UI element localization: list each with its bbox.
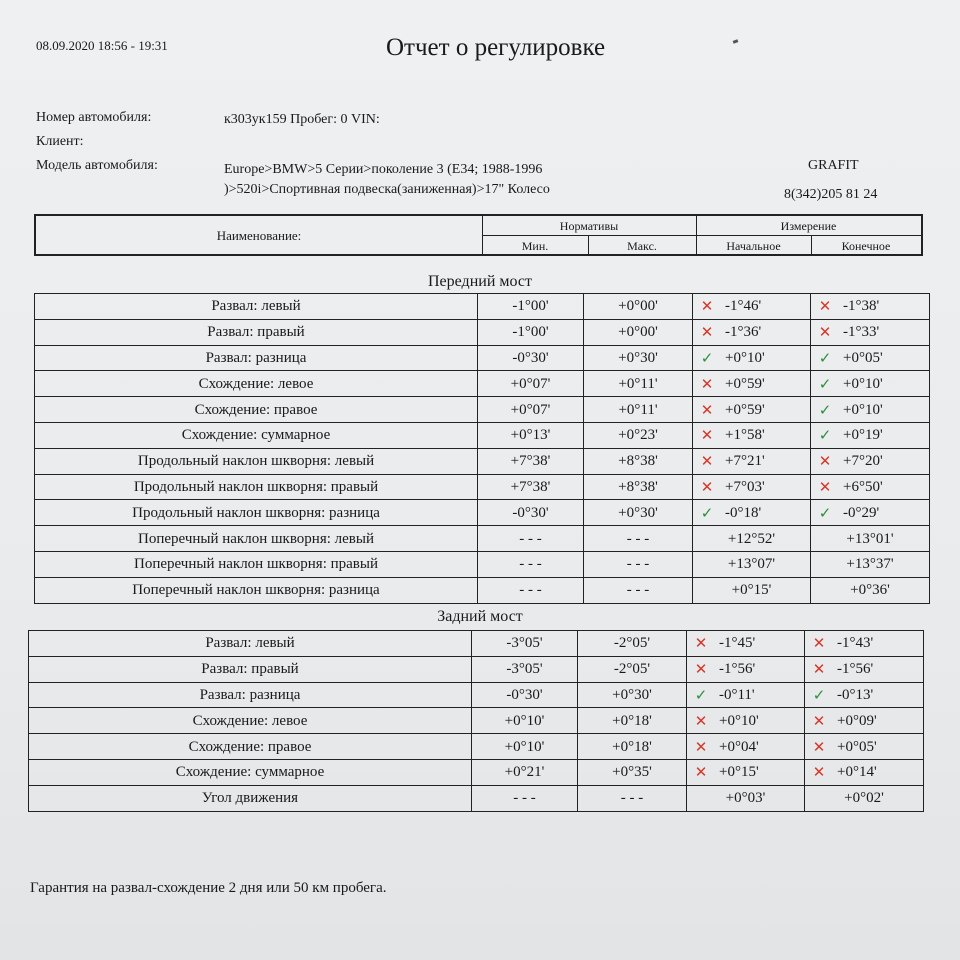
check-icon: ✓ [700,348,714,367]
cross-icon: ✕ [700,400,714,419]
param-name: Схождение: правое [29,734,472,760]
norm-max: - - - [584,577,693,603]
client-label: Клиент: [36,134,84,149]
final-measure-cell [811,551,930,577]
table-row [29,682,924,708]
final-measure-cell [805,631,924,657]
check-icon: ✓ [818,374,832,393]
initial-measure-cell [693,448,811,474]
initial-measure-cell [687,656,805,682]
norm-max: +0°23' [584,422,693,448]
warranty-note: Гарантия на развал-схождение 2 дня или 50 км пробега. [30,880,387,896]
initial-measure-cell [693,319,811,345]
initial-measure-cell [693,526,811,552]
table-row [35,371,930,397]
table-row [35,422,930,448]
initial-measure-cell [687,785,805,811]
initial-value: +0°15' [731,582,772,599]
final-value: +0°14' [837,764,877,781]
header-min: Мин. [521,239,549,253]
final-value: +0°09' [837,712,877,729]
param-name: Схождение: правое [35,397,478,423]
norm-min: +0°07' [478,371,584,397]
table-row [35,448,930,474]
norm-min: -0°30' [478,345,584,371]
check-icon: ✓ [818,503,832,522]
cross-icon: ✕ [700,426,714,445]
norm-min: +0°10' [472,734,578,760]
cross-icon: ✕ [818,477,832,496]
norm-min: - - - [472,785,578,811]
param-name: Схождение: суммарное [29,759,472,785]
initial-measure-cell [693,577,811,603]
param-name: Развал: левый [35,294,478,320]
plate-value: к303ук159 Пробег: 0 VIN: [224,112,380,127]
norm-min: -0°30' [478,500,584,526]
norm-max: -2°05' [578,656,687,682]
header-name: Наименование: [216,228,302,243]
final-value: +0°05' [837,738,877,755]
initial-value: -0°18' [725,504,762,521]
front-axle-title: Передний мост [428,273,532,290]
table-row [35,500,930,526]
param-name: Поперечный наклон шкворня: правый [35,551,478,577]
rear-axle-title: Задний мост [437,608,523,625]
final-measure-cell [805,759,924,785]
norm-max: +0°00' [584,319,693,345]
final-value: +0°10' [843,401,883,418]
param-name: Схождение: левое [29,708,472,734]
final-measure-cell [811,577,930,603]
norm-min: -1°00' [478,319,584,345]
initial-value: +0°59' [725,401,765,418]
table-row [35,345,930,371]
table-row [29,708,924,734]
final-value: +0°10' [843,375,883,392]
final-value: +0°02' [844,790,884,807]
final-measure-cell [805,656,924,682]
norm-min: - - - [478,551,584,577]
model-label: Модель автомобиля: [36,158,158,173]
norm-min: +0°13' [478,422,584,448]
cross-icon: ✕ [812,763,826,782]
final-value: +0°36' [850,582,890,599]
final-measure-cell [811,500,930,526]
initial-measure-cell [687,708,805,734]
cross-icon: ✕ [818,297,832,316]
norm-max: +0°30' [584,500,693,526]
initial-measure-cell [687,734,805,760]
header-max: Макс. [627,239,657,253]
table-row [29,759,924,785]
report-title: Отчет о регулировке [386,34,606,61]
initial-value: -0°11' [719,686,755,703]
param-name: Угол движения [29,785,472,811]
table-row [35,294,930,320]
final-value: +6°50' [843,478,883,495]
initial-value: +0°04' [719,738,759,755]
plate-label: Номер автомобиля: [36,110,152,125]
initial-measure-cell [693,397,811,423]
norm-min: +0°07' [478,397,584,423]
header-initial: Начальное [726,239,781,253]
final-value: -1°33' [843,324,880,341]
initial-measure-cell [693,345,811,371]
final-measure-cell [805,734,924,760]
cross-icon: ✕ [700,323,714,342]
final-measure-cell [805,708,924,734]
initial-value: +0°15' [719,764,759,781]
initial-value: +0°59' [725,375,765,392]
final-value: -1°38' [843,298,880,315]
table-row [29,785,924,811]
check-icon: ✓ [812,685,826,704]
final-value: +0°05' [843,349,883,366]
final-measure-cell [811,294,930,320]
norm-min: +0°21' [472,759,578,785]
final-measure-cell [811,371,930,397]
table-row [35,474,930,500]
company-phone: 8(342)205 81 24 [784,187,878,202]
paper-speck [733,39,739,44]
norm-max: +0°11' [584,371,693,397]
initial-value: -1°56' [719,661,756,678]
norm-max: +0°30' [578,682,687,708]
norm-max: +0°00' [584,294,693,320]
norm-min: -3°05' [472,656,578,682]
norm-min: -3°05' [472,631,578,657]
cross-icon: ✕ [812,737,826,756]
initial-value: +0°03' [725,790,766,807]
param-name: Поперечный наклон шкворня: разница [35,577,478,603]
final-value: -0°13' [837,686,874,703]
model-line-2: )>520i>Спортивная подвеска(заниженная)>17" Колесо [224,182,550,197]
cross-icon: ✕ [694,763,708,782]
header-measure: Измерение [780,219,837,233]
header-final: Конечное [841,239,891,253]
front-axle-table [34,293,930,604]
norm-max: - - - [584,551,693,577]
initial-value: -1°46' [725,298,762,315]
norm-max: - - - [578,785,687,811]
final-measure-cell [805,682,924,708]
final-measure-cell [811,319,930,345]
table-row [35,577,930,603]
initial-measure-cell [693,500,811,526]
check-icon: ✓ [818,426,832,445]
param-name: Продольный наклон шкворня: разница [35,500,478,526]
report-datetime: 08.09.2020 18:56 - 19:31 [36,38,168,53]
param-name: Развал: правый [29,656,472,682]
param-name: Схождение: левое [35,371,478,397]
cross-icon: ✕ [694,737,708,756]
norm-min: +0°10' [472,708,578,734]
check-icon: ✓ [818,348,832,367]
table-row [35,319,930,345]
table-header [34,214,923,256]
norm-max: +0°35' [578,759,687,785]
final-value: -1°56' [837,661,874,678]
initial-value: +13°07' [727,556,776,573]
initial-measure-cell [693,551,811,577]
table-row [29,656,924,682]
final-value: +0°19' [843,427,883,444]
initial-value: +0°10' [725,349,765,366]
initial-value: +1°58' [725,427,765,444]
cross-icon: ✕ [694,711,708,730]
norm-min: +7°38' [478,474,584,500]
norm-min: - - - [478,577,584,603]
final-measure-cell [811,474,930,500]
param-name: Развал: разница [29,682,472,708]
initial-value: +7°03' [725,478,765,495]
final-measure-cell [811,397,930,423]
norm-max: +0°18' [578,734,687,760]
initial-value: +7°21' [725,453,765,470]
param-name: Развал: разница [35,345,478,371]
final-measure-cell [811,448,930,474]
cross-icon: ✕ [818,452,832,471]
table-row [35,551,930,577]
table-row [29,631,924,657]
param-name: Продольный наклон шкворня: левый [35,448,478,474]
initial-measure-cell [687,682,805,708]
cross-icon: ✕ [700,477,714,496]
initial-value: +0°10' [719,712,759,729]
norm-max: +0°11' [584,397,693,423]
check-icon: ✓ [694,685,708,704]
initial-value: -1°45' [719,635,756,652]
norm-max: +0°18' [578,708,687,734]
param-name: Развал: правый [35,319,478,345]
cross-icon: ✕ [818,323,832,342]
param-name: Продольный наклон шкворня: правый [35,474,478,500]
norm-max: -2°05' [578,631,687,657]
final-measure-cell [805,785,924,811]
final-measure-cell [811,526,930,552]
final-measure-cell [811,422,930,448]
cross-icon: ✕ [700,374,714,393]
norm-min: - - - [478,526,584,552]
param-name: Развал: левый [29,631,472,657]
check-icon: ✓ [818,400,832,419]
cross-icon: ✕ [812,711,826,730]
initial-measure-cell [693,294,811,320]
norm-min: +7°38' [478,448,584,474]
final-value: +13°37' [846,556,894,573]
model-line-1: Europe>BMW>5 Серии>поколение 3 (E34; 1988-1996 [224,162,543,177]
initial-value: -1°36' [725,324,762,341]
cross-icon: ✕ [812,634,826,653]
cross-icon: ✕ [694,634,708,653]
initial-measure-cell [693,474,811,500]
norm-max: +0°30' [584,345,693,371]
initial-measure-cell [693,422,811,448]
cross-icon: ✕ [700,452,714,471]
final-value: -1°43' [837,635,874,652]
initial-measure-cell [687,759,805,785]
table-row [35,526,930,552]
norm-max: - - - [584,526,693,552]
initial-measure-cell [693,371,811,397]
initial-measure-cell [687,631,805,657]
final-value: -0°29' [843,504,880,521]
param-name: Схождение: суммарное [35,422,478,448]
norm-max: +8°38' [584,474,693,500]
table-row [35,397,930,423]
param-name: Поперечный наклон шкворня: левый [35,526,478,552]
final-value: +13°01' [846,530,894,547]
initial-value: +12°52' [727,530,776,547]
cross-icon: ✕ [812,660,826,679]
cross-icon: ✕ [694,660,708,679]
header-norms: Нормативы [559,219,619,233]
rear-axle-table [28,630,924,812]
final-value: +7°20' [843,453,883,470]
table-row [29,734,924,760]
norm-min: -1°00' [478,294,584,320]
final-measure-cell [811,345,930,371]
check-icon: ✓ [700,503,714,522]
company-name: GRAFIT [808,158,859,173]
norm-max: +8°38' [584,448,693,474]
cross-icon: ✕ [700,297,714,316]
norm-min: -0°30' [472,682,578,708]
